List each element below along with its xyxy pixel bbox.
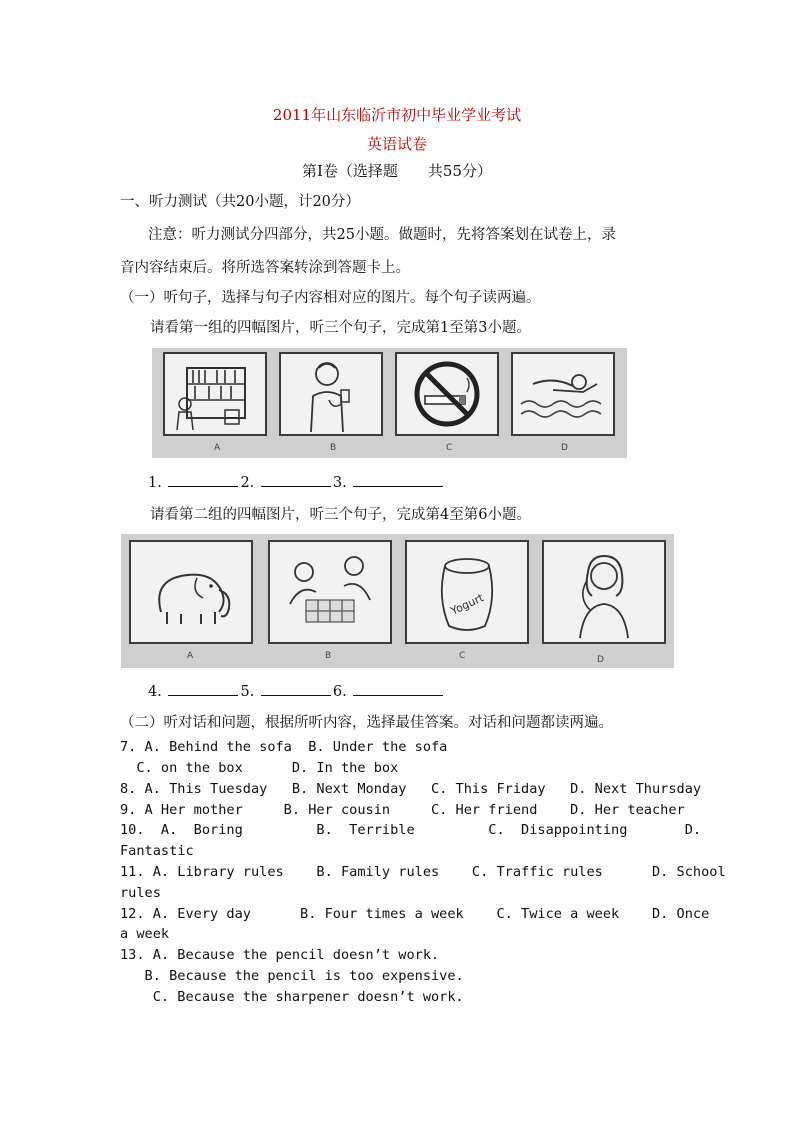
elephant-icon — [131, 542, 251, 642]
answer-blanks-2 — [148, 681, 445, 700]
picture-2a-label: A — [187, 651, 194, 661]
question-13-line-2: B. Because the pencil is too expensive. — [120, 968, 464, 984]
notice-line-2: 音内容结束后。将所选答案转涂到答题卡上。 — [120, 260, 410, 276]
question-12-line-2: a week — [120, 926, 170, 942]
group1-instruction: 请看第一组的四幅图片，听三个句子，完成第1至第3小题。 — [150, 320, 531, 336]
section-heading: 一、听力测试（共20小题，计20分） — [120, 194, 360, 210]
question-13-line-3: C. Because the sharpener doesn’t work. — [120, 989, 464, 1005]
picture-group-1 — [152, 348, 627, 458]
question-8: 8. A. This Tuesday B. Next Monday C. This Friday D. Next Thursday — [120, 781, 702, 797]
blank-label-5: 5. — [240, 684, 255, 700]
picture-1b — [279, 352, 383, 436]
blank-label-2: 2. — [240, 475, 255, 491]
question-11-line-1: 11. A. Library rules B. Family rules C. Traffic rules D. School — [120, 864, 726, 880]
picture-group-2 — [121, 534, 674, 668]
picture-1a — [163, 352, 267, 436]
picture-1c-label: C — [446, 443, 453, 453]
picture-2d — [542, 540, 666, 644]
bookshelf-reading-icon — [165, 354, 265, 434]
answer-blank-2[interactable] — [261, 472, 331, 487]
picture-1a-label: A — [214, 443, 221, 453]
yogurt-jar-text: Yogurt — [448, 591, 486, 618]
picture-2b-label: B — [325, 651, 332, 661]
question-12-line-1: 12. A. Every day B. Four times a week C. Twice a week D. Once — [120, 906, 710, 922]
picture-1b-label: B — [330, 443, 337, 453]
picture-2a — [129, 540, 253, 644]
answer-blank-3[interactable] — [353, 472, 443, 487]
part1-heading: （一）听句子，选择与句子内容相对应的图片。每个句子读两遍。 — [120, 290, 541, 306]
question-10-line-1: 10. A. Boring B. Terrible C. Disappointing D. — [120, 822, 702, 838]
blank-label-4: 4. — [148, 684, 162, 700]
question-7-line-2: C. on the box D. In the box — [120, 760, 399, 776]
man-drinking-icon — [281, 354, 381, 434]
picture-2b — [268, 540, 392, 644]
no-smoking-icon — [397, 354, 497, 434]
blank-label-6: 6. — [332, 684, 347, 700]
exam-subtitle: 英语试卷 — [366, 135, 427, 153]
question-11-line-2: rules — [120, 885, 161, 901]
yogurt-icon — [407, 542, 527, 642]
part-heading: 第Ⅰ卷（选择题 共55分） — [301, 162, 492, 180]
answer-blank-1[interactable] — [168, 472, 238, 487]
picture-2c — [405, 540, 529, 644]
picture-1d-label: D — [561, 443, 568, 453]
blank-label-3: 3. — [332, 475, 347, 491]
question-10-line-2: Fantastic — [120, 843, 194, 859]
answer-blanks-1 — [148, 472, 445, 491]
girl-headache-icon — [544, 542, 664, 642]
group2-instruction: 请看第二组的四幅图片，听三个句子，完成第4至第6小题。 — [150, 507, 531, 523]
question-7-line-1: 7. A. Behind the sofa B. Under the sofa — [120, 739, 448, 755]
picture-2d-label: D — [597, 655, 604, 665]
swimmer-icon — [513, 354, 613, 434]
playing-chess-icon — [270, 542, 390, 642]
answer-blank-6[interactable] — [353, 681, 443, 696]
notice-line-1: 注意：听力测试分四部分，共25小题。做题时，先将答案划在试卷上，录 — [148, 227, 616, 243]
question-9: 9. A Her mother B. Her cousin C. Her friend D. Her teacher — [120, 802, 685, 818]
exam-title: 2011年山东临沂市初中毕业学业考试 — [272, 106, 522, 124]
answer-blank-5[interactable] — [261, 681, 331, 696]
picture-2c-label: C — [459, 651, 466, 661]
question-13-line-1: 13. A. Because the pencil doesn’t work. — [120, 947, 440, 963]
blank-label-1: 1. — [148, 475, 162, 491]
part2-heading: （二）听对话和问题，根据所听内容，选择最佳答案。对话和问题都读两遍。 — [120, 715, 613, 731]
picture-1c — [395, 352, 499, 436]
picture-1d — [511, 352, 615, 436]
answer-blank-4[interactable] — [168, 681, 238, 696]
